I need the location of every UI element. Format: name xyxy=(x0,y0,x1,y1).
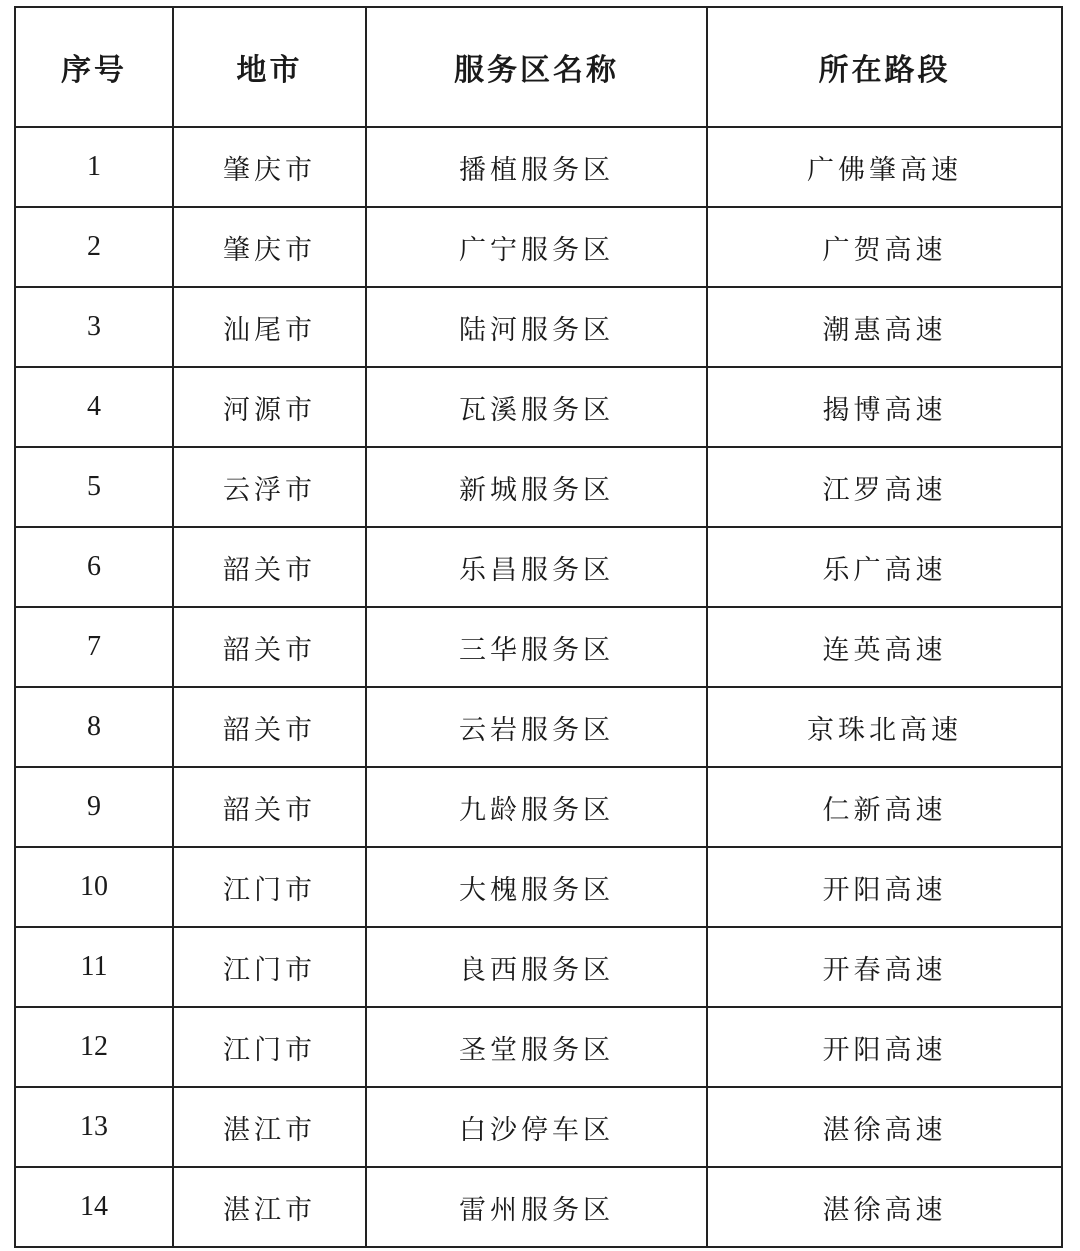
table-row xyxy=(15,127,1062,207)
cell-road-section: 潮惠高速 xyxy=(707,287,1062,367)
cell-road-section: 湛徐高速 xyxy=(707,1087,1062,1167)
cell-city: 汕尾市 xyxy=(173,287,366,367)
cell-road-section: 京珠北高速 xyxy=(707,687,1062,767)
table-row xyxy=(15,767,1062,847)
cell-service-area-name: 白沙停车区 xyxy=(366,1087,707,1167)
cell-road-section: 揭博高速 xyxy=(707,367,1062,447)
cell-city: 韶关市 xyxy=(173,767,366,847)
cell-city: 湛江市 xyxy=(173,1087,366,1167)
service-area-table xyxy=(14,6,1063,1248)
cell-service-area-name: 大槐服务区 xyxy=(366,847,707,927)
cell-road-section: 仁新高速 xyxy=(707,767,1062,847)
cell-service-area-name: 云岩服务区 xyxy=(366,687,707,767)
cell-road-section: 开阳高速 xyxy=(707,1007,1062,1087)
cell-road-section: 开阳高速 xyxy=(707,847,1062,927)
cell-service-area-name: 陆河服务区 xyxy=(366,287,707,367)
cell-serial-number: 14 xyxy=(15,1167,173,1247)
cell-service-area-name: 播植服务区 xyxy=(366,127,707,207)
cell-service-area-name: 圣堂服务区 xyxy=(366,1007,707,1087)
table-row xyxy=(15,1167,1062,1247)
cell-road-section: 乐广高速 xyxy=(707,527,1062,607)
table-header-row xyxy=(15,7,1062,127)
cell-city: 河源市 xyxy=(173,367,366,447)
cell-serial-number: 9 xyxy=(15,767,173,847)
cell-service-area-name: 良西服务区 xyxy=(366,927,707,1007)
table-body xyxy=(15,127,1062,1247)
cell-serial-number: 12 xyxy=(15,1007,173,1087)
cell-serial-number: 10 xyxy=(15,847,173,927)
table-row xyxy=(15,527,1062,607)
table-row xyxy=(15,1087,1062,1167)
header-road-section: 所在路段 xyxy=(707,7,1062,127)
cell-road-section: 湛徐高速 xyxy=(707,1167,1062,1247)
cell-serial-number: 3 xyxy=(15,287,173,367)
table-row xyxy=(15,207,1062,287)
cell-city: 江门市 xyxy=(173,1007,366,1087)
cell-service-area-name: 三华服务区 xyxy=(366,607,707,687)
cell-service-area-name: 新城服务区 xyxy=(366,447,707,527)
cell-serial-number: 5 xyxy=(15,447,173,527)
cell-serial-number: 1 xyxy=(15,127,173,207)
cell-serial-number: 13 xyxy=(15,1087,173,1167)
header-serial-number: 序号 xyxy=(15,7,173,127)
header-city: 地市 xyxy=(173,7,366,127)
table-row xyxy=(15,927,1062,1007)
cell-city: 韶关市 xyxy=(173,527,366,607)
cell-service-area-name: 乐昌服务区 xyxy=(366,527,707,607)
table-row xyxy=(15,607,1062,687)
cell-road-section: 广佛肇高速 xyxy=(707,127,1062,207)
cell-city: 湛江市 xyxy=(173,1167,366,1247)
cell-serial-number: 2 xyxy=(15,207,173,287)
cell-road-section: 江罗高速 xyxy=(707,447,1062,527)
service-area-table-container xyxy=(14,6,1063,1248)
cell-serial-number: 8 xyxy=(15,687,173,767)
table-row xyxy=(15,367,1062,447)
cell-city: 肇庆市 xyxy=(173,207,366,287)
cell-road-section: 开春高速 xyxy=(707,927,1062,1007)
cell-service-area-name: 九龄服务区 xyxy=(366,767,707,847)
table-row xyxy=(15,1007,1062,1087)
cell-service-area-name: 广宁服务区 xyxy=(366,207,707,287)
table-row xyxy=(15,687,1062,767)
cell-service-area-name: 雷州服务区 xyxy=(366,1167,707,1247)
cell-city: 江门市 xyxy=(173,927,366,1007)
cell-serial-number: 11 xyxy=(15,927,173,1007)
cell-city: 韶关市 xyxy=(173,687,366,767)
table-row xyxy=(15,847,1062,927)
cell-road-section: 连英高速 xyxy=(707,607,1062,687)
cell-serial-number: 6 xyxy=(15,527,173,607)
cell-serial-number: 4 xyxy=(15,367,173,447)
cell-serial-number: 7 xyxy=(15,607,173,687)
cell-service-area-name: 瓦溪服务区 xyxy=(366,367,707,447)
table-row xyxy=(15,287,1062,367)
table-row xyxy=(15,447,1062,527)
header-service-area-name: 服务区名称 xyxy=(366,7,707,127)
cell-city: 云浮市 xyxy=(173,447,366,527)
cell-road-section: 广贺高速 xyxy=(707,207,1062,287)
cell-city: 江门市 xyxy=(173,847,366,927)
cell-city: 韶关市 xyxy=(173,607,366,687)
cell-city: 肇庆市 xyxy=(173,127,366,207)
